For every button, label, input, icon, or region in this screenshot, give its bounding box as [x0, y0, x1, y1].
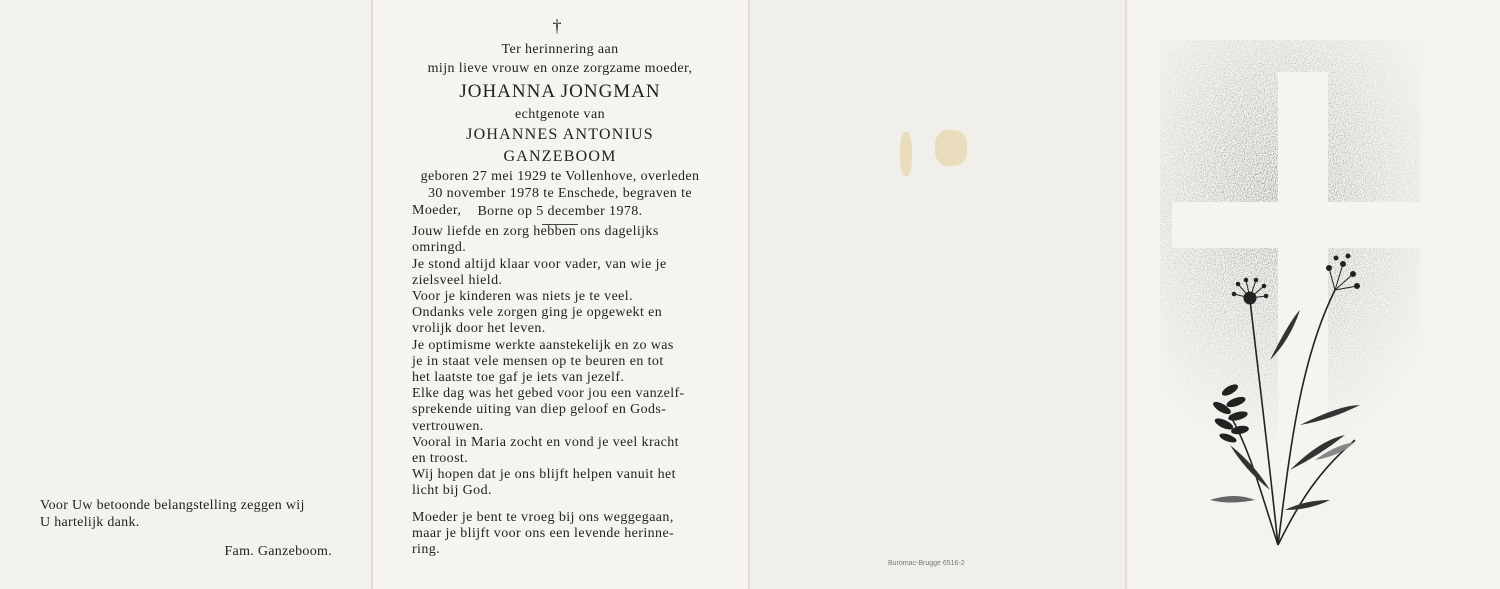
life-dates-line: Borne op 5 december 1978. [477, 204, 643, 219]
poem-line: Elke dag was het gebed voor jou een vanzelf- [412, 386, 685, 402]
poem-line: licht bij God. [412, 483, 492, 499]
family-signature: Fam. Ganzeboom. [224, 544, 332, 559]
thank-you-note [40, 497, 340, 560]
poem-line: Voor je kinderen was niets je te veel. [412, 289, 633, 305]
poem-line: Wij hopen dat je ons blijft helpen vanuit het [412, 467, 676, 483]
life-dates-line: 30 november 1978 te Enschede, begraven te [427, 186, 693, 201]
thanks-line: Voor Uw betoonde belangstelling zeggen wij [40, 498, 305, 513]
cross-icon: † [552, 16, 562, 36]
poem-line: zielsveel hield. [412, 272, 503, 288]
poem-line: Vooral in Maria zocht en vond je veel kracht [412, 434, 679, 450]
printer-mark: Buromac-Brugge 6516-2 [888, 560, 965, 567]
poem-line: omringd. [412, 240, 467, 256]
fold-line [748, 0, 750, 589]
poem-line: Jouw liefde en zorg hebben ons dagelijks [412, 224, 659, 240]
deceased-name: JOHANNA JONGMAN [459, 81, 661, 102]
intro-line: Ter herinnering aan [501, 42, 619, 57]
thanks-line: U hartelijk dank. [40, 515, 140, 530]
poem-line: Je optimisme werkte aanstekelijk en zo was [412, 337, 674, 353]
memorial-header [412, 40, 708, 225]
closing-line: Moeder je bent te vroeg bij ons weggegaan, [412, 509, 674, 525]
paper-stain [935, 130, 967, 166]
poem-line: Je stond altijd klaar voor vader, van wie je [412, 256, 667, 272]
spouse-name: JOHANNES ANTONIUS GANZEBOOM [466, 126, 654, 165]
poem-line: vrolijk door het leven. [412, 321, 546, 337]
relation-line: echtgenote van [515, 107, 605, 122]
paper-stain [900, 132, 912, 176]
blank-panel [749, 0, 1126, 589]
salutation: Moeder, [412, 203, 462, 218]
poem-block [412, 203, 708, 558]
intro-line: mijn lieve vrouw en onze zorgzame moeder, [427, 61, 693, 76]
poem-line: het laatste toe gaf je iets van jezelf. [412, 370, 625, 386]
poem-line: vertrouwen. [412, 418, 484, 434]
poem-line: sprekende uiting van diep geloof en Gods- [412, 402, 667, 418]
poem-line: Ondanks vele zorgen ging je opgewekt en [412, 305, 663, 321]
poem-line: je in staat vele mensen op te beuren en tot [412, 353, 664, 369]
life-dates-line: geboren 27 mei 1929 te Vollenhove, overleden [420, 169, 700, 184]
closing-line: maar je blijft voor ons een levende herinne- [412, 525, 675, 541]
cross-with-flowers-illustration [1150, 30, 1440, 560]
fold-line [1125, 0, 1127, 589]
poem-line: en troost. [412, 451, 469, 467]
fold-line [371, 0, 373, 589]
closing-line: ring. [412, 542, 441, 558]
